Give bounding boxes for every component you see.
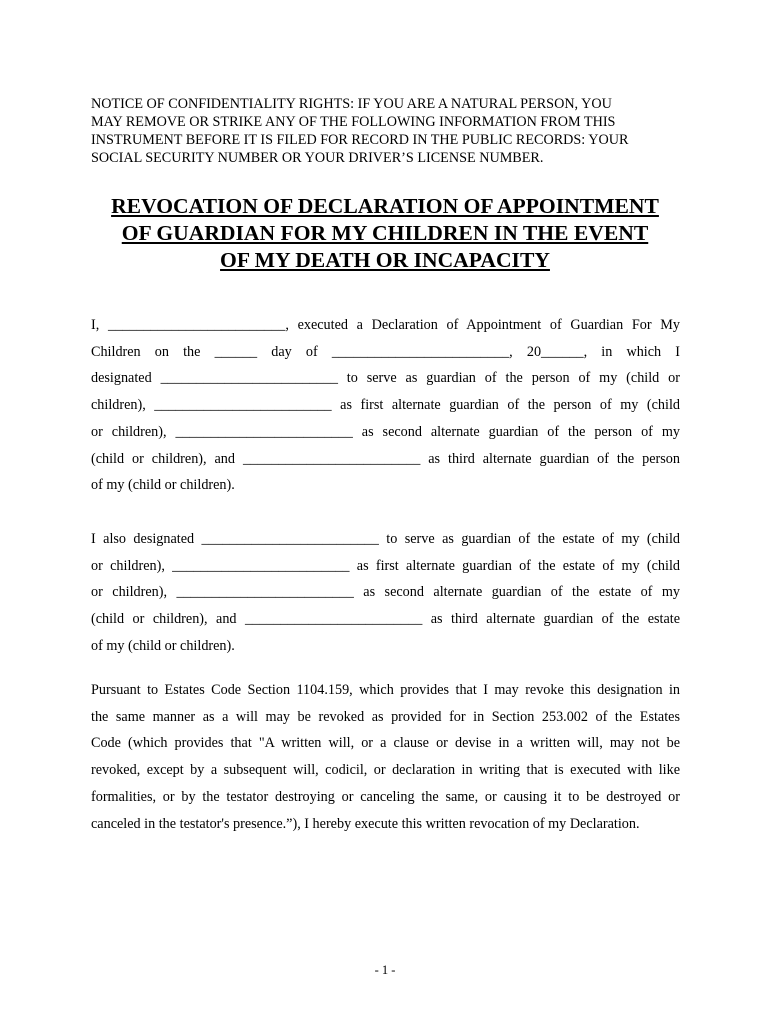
document-title <box>80 193 690 274</box>
paragraph-guardian-of-estate <box>91 526 680 660</box>
paragraph-line: or children), _________________________ as first alternate guardian of the estate of my (child <box>91 557 680 574</box>
paragraph-line: I also designated _________________________ to serve as guardian of the estate of my (child <box>91 531 680 547</box>
paragraph-line: or children), _________________________ as second alternate guardian of the estate of my <box>91 584 680 601</box>
paragraph-line: formalities, or by the testator destroying or canceling the same, or causing it to be destroyed or <box>91 788 680 805</box>
title-line: REVOCATION OF DECLARATION OF APPOINTMENT <box>111 194 659 218</box>
page-number: - 1 - <box>374 963 396 977</box>
notice-line: MAY REMOVE OR STRIKE ANY OF THE FOLLOWING INFORMATION FROM THIS <box>91 114 616 130</box>
paragraph-line: Pursuant to Estates Code Section 1104.159, which provides that I may revoke this designation in <box>91 682 680 698</box>
paragraph-revocation <box>91 677 680 837</box>
paragraph-line: or children), _________________________ as second alternate guardian of the person of my <box>91 423 680 440</box>
paragraph-line: the same manner as a will may be revoked as provided for in Section 253.002 of the Estates <box>91 708 680 725</box>
paragraph-line: Code (which provides that "A written will, or a clause or devise in a written will, may not be <box>91 735 680 752</box>
paragraph-line: of my (child or children). <box>91 637 235 654</box>
notice-line: SOCIAL SECURITY NUMBER OR YOUR DRIVER’S LICENSE NUMBER. <box>91 150 544 166</box>
paragraph-line: canceled in the testator's presence.”), I hereby execute this written revocation of my Declaration. <box>91 815 640 832</box>
title-line: OF MY DEATH OR INCAPACITY <box>220 248 550 272</box>
paragraph-line: children), _________________________ as first alternate guardian of the person of my (child <box>91 397 680 414</box>
notice-line: INSTRUMENT BEFORE IT IS FILED FOR RECORD IN THE PUBLIC RECORDS: YOUR <box>91 132 629 148</box>
notice-line: NOTICE OF CONFIDENTIALITY RIGHTS: IF YOU ARE A NATURAL PERSON, YOU <box>91 96 612 112</box>
confidentiality-notice <box>91 95 691 167</box>
paragraph-line: (child or children), and _________________________ as third alternate guardian of the person <box>91 450 680 467</box>
paragraph-line: of my (child or children). <box>91 477 235 494</box>
paragraph-line: Children on the ______ day of _________________________, 20______, in which I <box>91 343 680 360</box>
paragraph-line: revoked, except by a subsequent will, codicil, or declaration in writing that is executed with like <box>91 762 680 779</box>
paragraph-line: I, _________________________, executed a Declaration of Appointment of Guardian For My <box>91 317 680 333</box>
title-line: OF GUARDIAN FOR MY CHILDREN IN THE EVENT <box>121 221 649 245</box>
paragraph-guardian-of-person <box>91 312 680 499</box>
paragraph-line: (child or children), and _________________________ as third alternate guardian of the estate <box>91 611 680 628</box>
paragraph-line: designated _________________________ to serve as guardian of the person of my (child or <box>91 370 680 387</box>
